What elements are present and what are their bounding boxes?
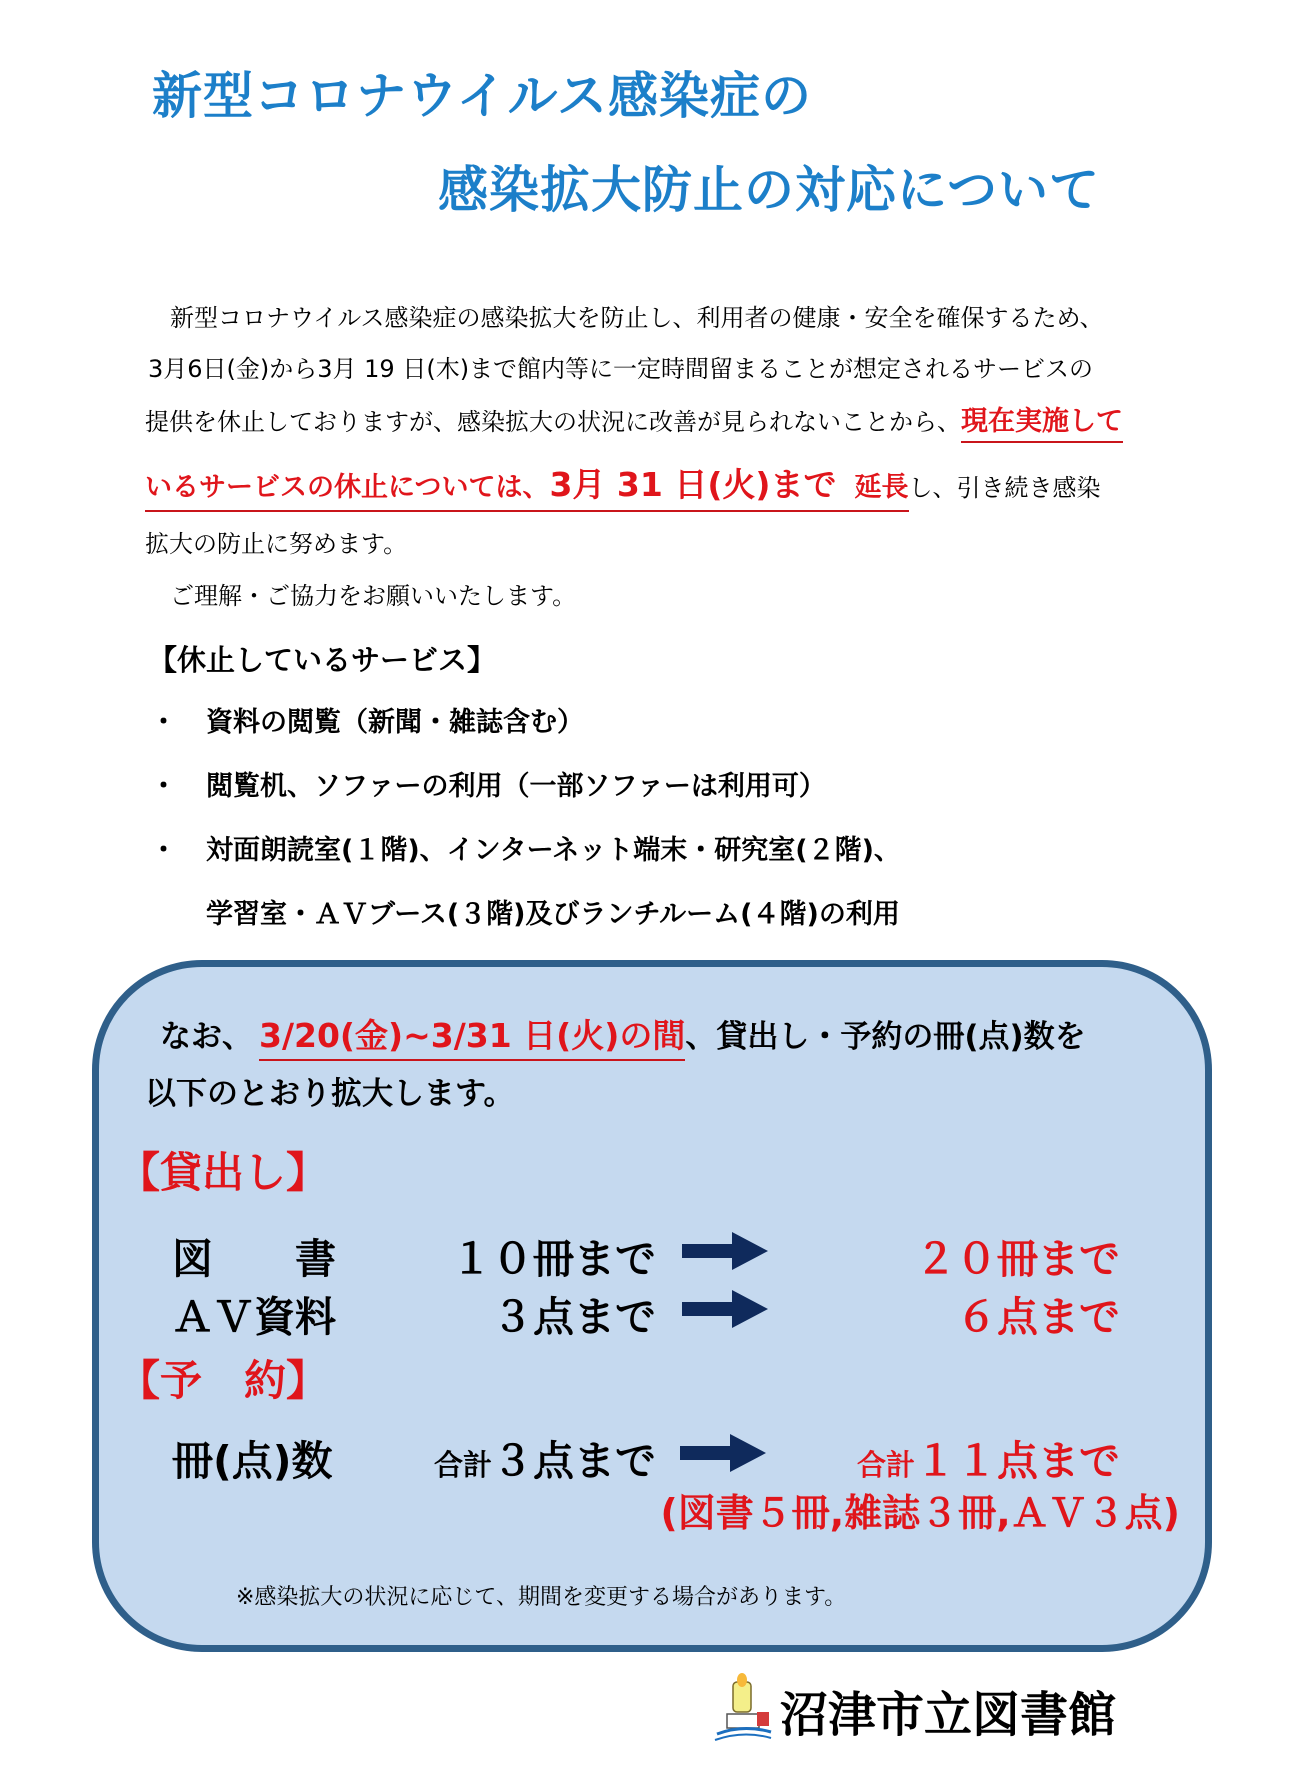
bullet-icon: ・ (150, 835, 177, 866)
notice-line-1 (160, 1010, 1086, 1057)
service-item (150, 764, 826, 803)
notice-line-2: 以下のとおり拡大します。 (145, 1076, 515, 1112)
arrow-right-icon (682, 1232, 768, 1270)
books-limit-after: ２０冊まで (915, 1235, 1120, 1283)
service-item-text: 対面朗読室(１階)、インターネット端末・研究室(２階)、 (206, 835, 901, 866)
intro-extended-notice-start: 現在実施して (961, 406, 1123, 443)
av-limit-after: ６点まで (956, 1293, 1120, 1341)
service-item-text: 閲覧机、ソファーの利用（一部ソファーは利用可） (206, 771, 826, 802)
reservation-after-value: １１点まで (915, 1437, 1120, 1485)
av-label: ＡＶ資料 (172, 1293, 336, 1341)
service-item-continuation: 学習室・ＡＶブース(３階)及びランチルーム(４階)の利用 (206, 899, 900, 930)
arrow-right-icon (680, 1434, 766, 1472)
intro-line-3-text: 提供を休止しておりますが、感染拡大の状況に改善が見られないことから、 (145, 408, 961, 436)
library-name: 沼津市立図書館 (780, 1687, 1117, 1743)
reservation-limit-after (857, 1428, 1120, 1487)
intro-line-5: 拡大の防止に努めます。 (145, 530, 408, 558)
reservation-before-prefix: 合計 (433, 1448, 492, 1482)
reservation-limit-before (434, 1428, 656, 1487)
intro-line-6: ご理解・ご協力をお願いいたします。 (170, 582, 577, 610)
intro-line-3 (145, 399, 1185, 438)
reservation-before-value: ３点まで (492, 1437, 656, 1485)
reservation-detail: (図書５冊,雑誌３冊,ＡＶ３点) (660, 1491, 1180, 1535)
service-item (150, 828, 901, 867)
intro-line-2: 3月6日(金)から3月 19 日(木)まで館内等に一定時間留まることが想定されるサービスの (148, 355, 1094, 383)
intro-extended-date: 3月 31 日(火)まで (549, 465, 837, 504)
intro-line-1: 新型コロナウイルス感染症の感染拡大を防止し、利用者の健康・安全を確保するため、 (170, 304, 1104, 332)
footnote: ※感染拡大の状況に応じて、期間を変更する場合があります。 (236, 1585, 847, 1610)
books-limit-before: １０冊まで (451, 1235, 656, 1283)
notice-period: 3/20(金)~3/31 日(火)の間 (259, 1016, 685, 1061)
intro-line-4-text: し、引き続き感染 (908, 474, 1101, 502)
intro-extended-notice-text: いるサービスの休止については、 (145, 472, 550, 503)
page-title-line2: 感染拡大防止の対応について (438, 161, 1100, 219)
reservation-label: 冊(点)数 (172, 1437, 333, 1485)
services-heading: 【休止しているサービス】 (148, 643, 497, 677)
library-mascot-logo (713, 1670, 773, 1742)
bullet-icon: ・ (150, 771, 177, 802)
intro-extended-label: 延長 (854, 472, 909, 503)
av-limit-before: ３点まで (492, 1293, 656, 1341)
lending-heading: 【貸出し】 (118, 1148, 329, 1197)
intro-line-4 (145, 459, 1185, 512)
books-label: 図 書 (172, 1235, 336, 1283)
bullet-icon: ・ (150, 707, 177, 738)
notice-prefix: なお、 (160, 1019, 253, 1055)
reservation-heading: 【予 約】 (118, 1356, 329, 1405)
service-item (150, 700, 584, 739)
intro-extended-notice (145, 459, 909, 512)
service-item-text: 資料の閲覧（新聞・雑誌含む） (206, 707, 584, 738)
arrow-right-icon (682, 1290, 768, 1328)
notice-suffix: 、貸出し・予約の冊(点)数を (685, 1019, 1086, 1055)
page-title-line1: 新型コロナウイルス感染症の (152, 67, 812, 125)
reservation-after-prefix: 合計 (856, 1448, 915, 1482)
